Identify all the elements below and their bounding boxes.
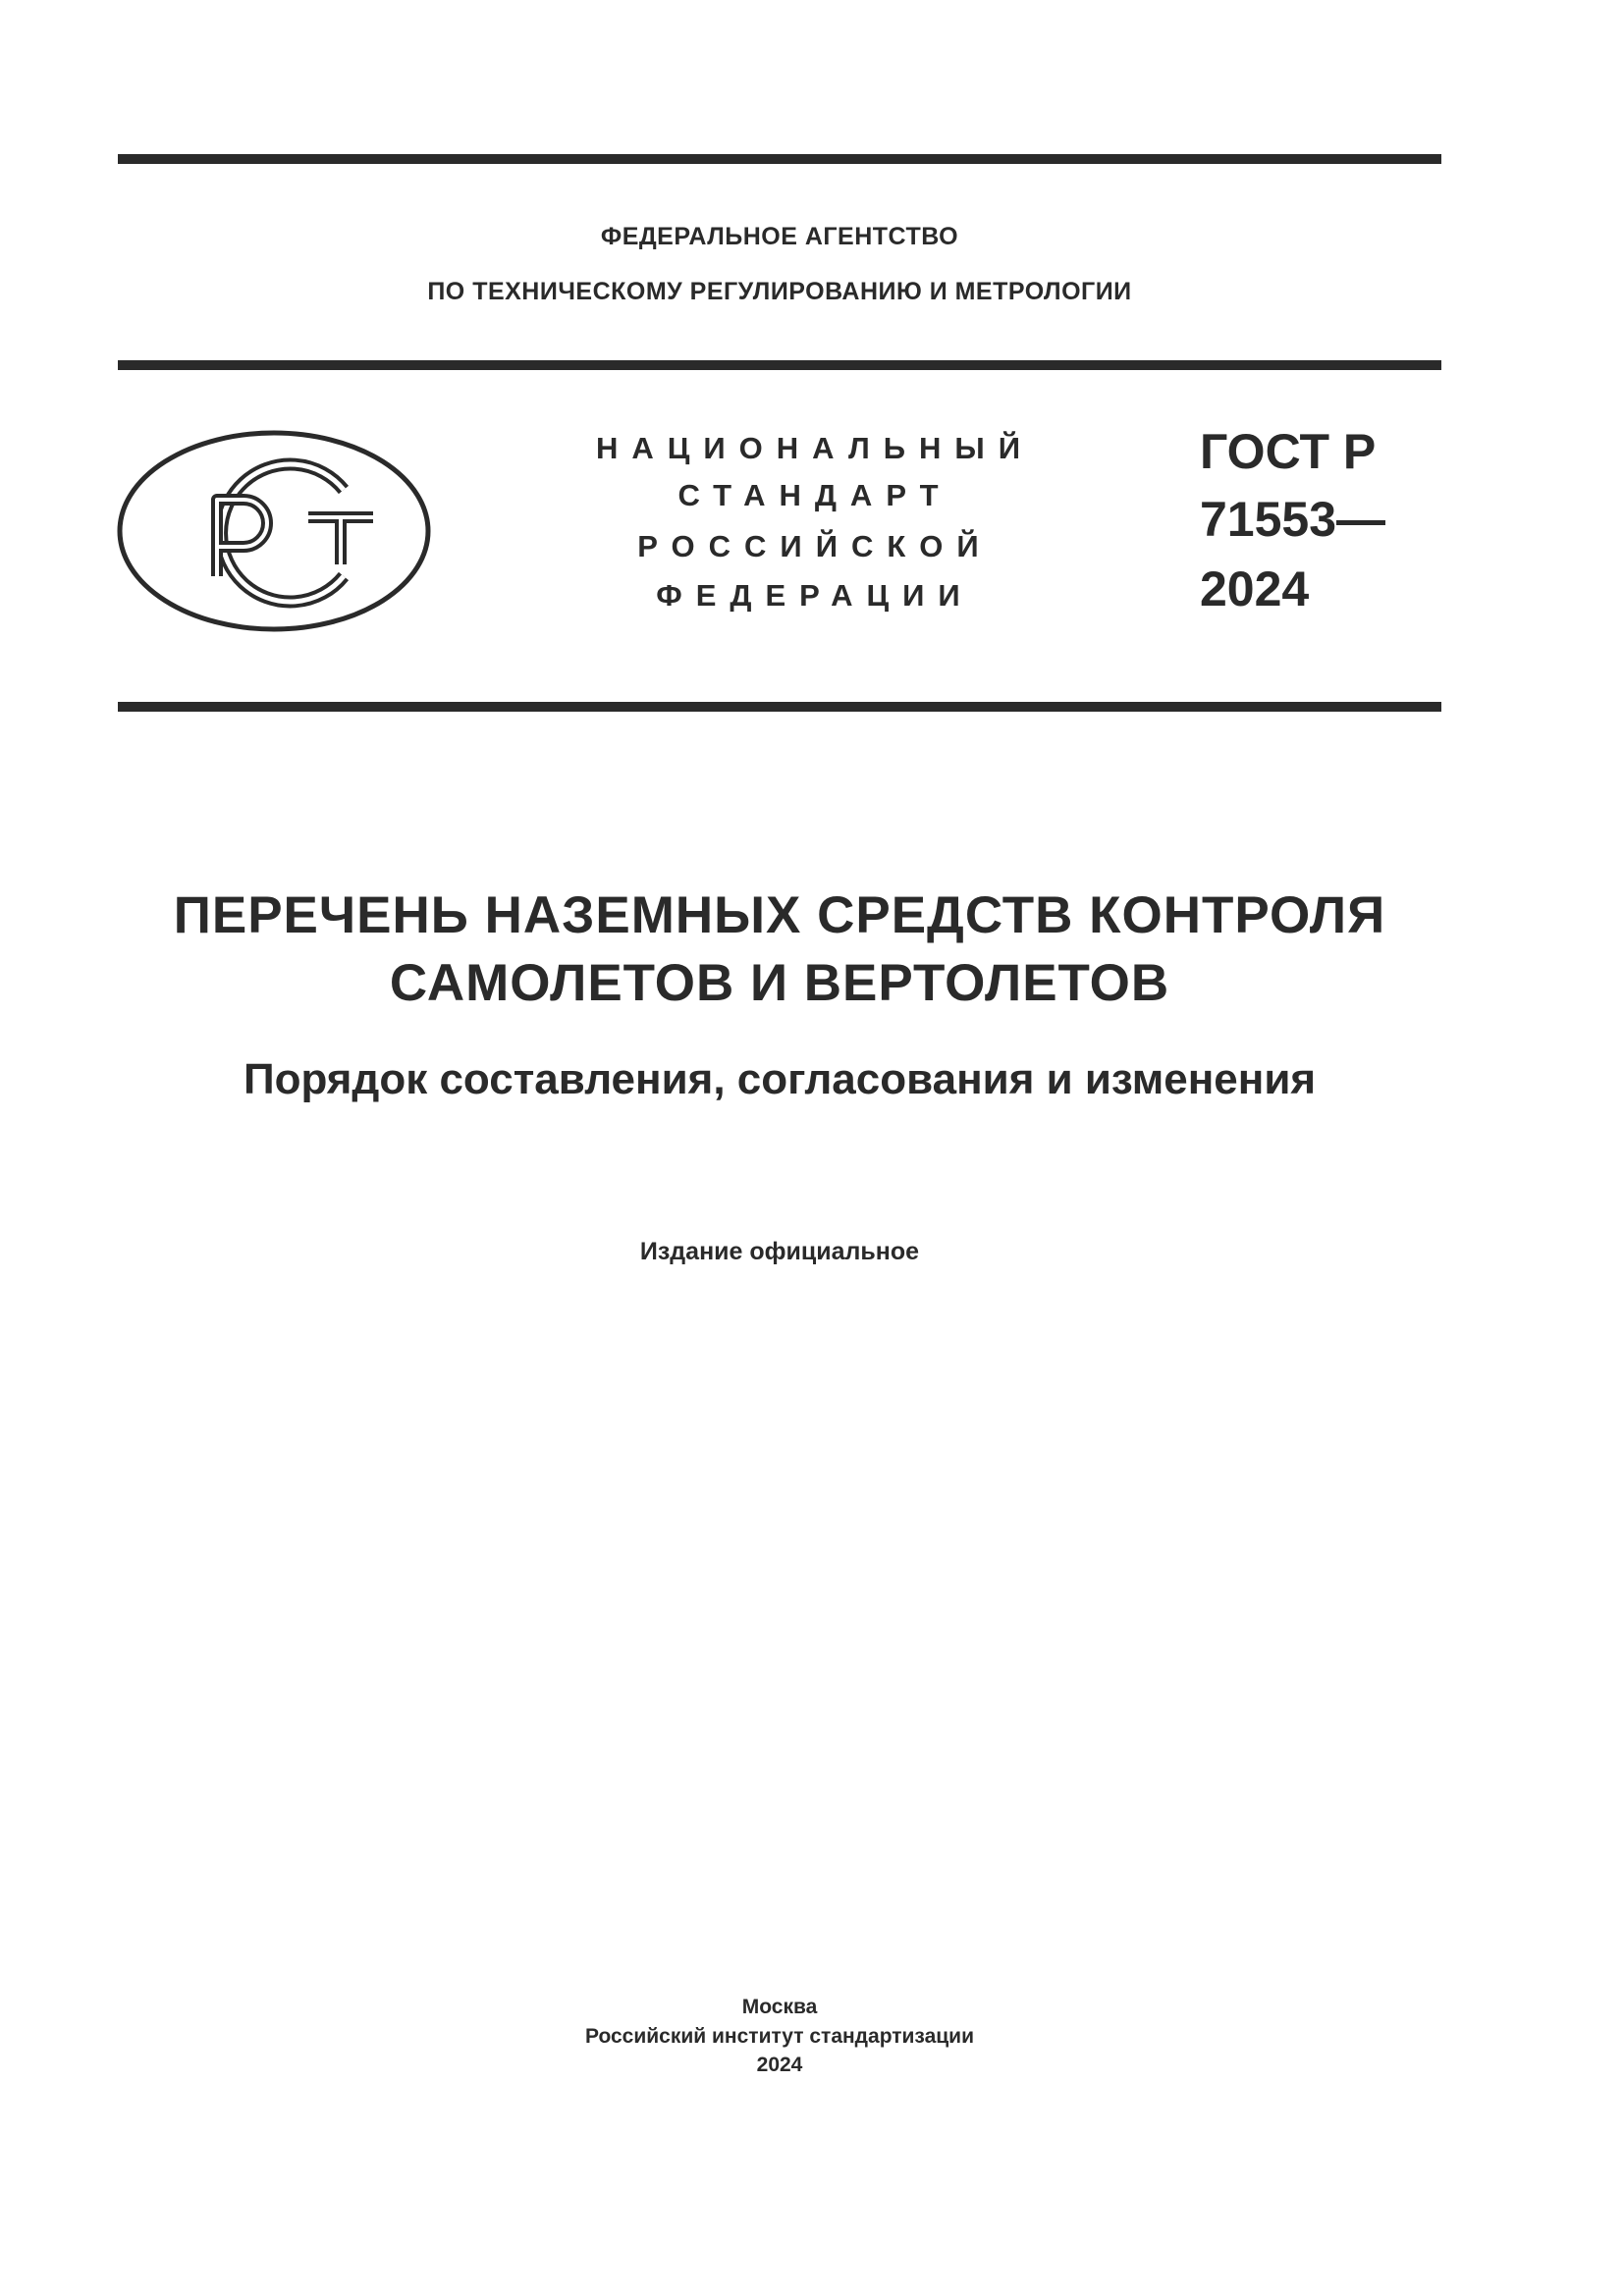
imprint-year: 2024 <box>756 2054 803 2076</box>
document-subtitle: Порядок составления, согласования и изменения <box>243 1055 1317 1103</box>
document-title-line-2: САМОЛЕТОВ И ВЕРТОЛЕТОВ <box>389 954 1170 1012</box>
agency-name-line-1: ФЕДЕРАЛЬНОЕ АГЕНТСТВО <box>600 223 959 250</box>
standard-type-line-1: НАЦИОНАЛЬНЫЙ <box>595 431 1035 465</box>
top-divider <box>118 154 1441 164</box>
standard-type-line-2: СТАНДАРТ <box>677 478 952 512</box>
imprint-publisher: Российский институт стандартизации <box>584 2025 975 2048</box>
standard-designation-line-1: ГОСТ Р <box>1200 424 1377 479</box>
imprint-city: Москва <box>741 1996 818 2018</box>
rst-certification-mark-icon <box>116 429 432 633</box>
header-divider <box>118 360 1441 370</box>
agency-name-line-2: ПО ТЕХНИЧЕСКОМУ РЕГУЛИРОВАНИЮ И МЕТРОЛОГИИ <box>427 278 1132 305</box>
standard-type-line-4: ФЕДЕРАЦИИ <box>656 578 974 613</box>
title-block-divider <box>118 702 1441 712</box>
document-title-line-1: ПЕРЕЧЕНЬ НАЗЕМНЫХ СРЕДСТВ КОНТРОЛЯ <box>173 886 1386 944</box>
edition-label: Издание официальное <box>639 1238 920 1265</box>
standard-designation-line-2: 71553— <box>1200 492 1386 547</box>
standard-type-line-3: РОССИЙСКОЙ <box>637 529 993 563</box>
standard-designation-line-3: 2024 <box>1200 561 1310 616</box>
